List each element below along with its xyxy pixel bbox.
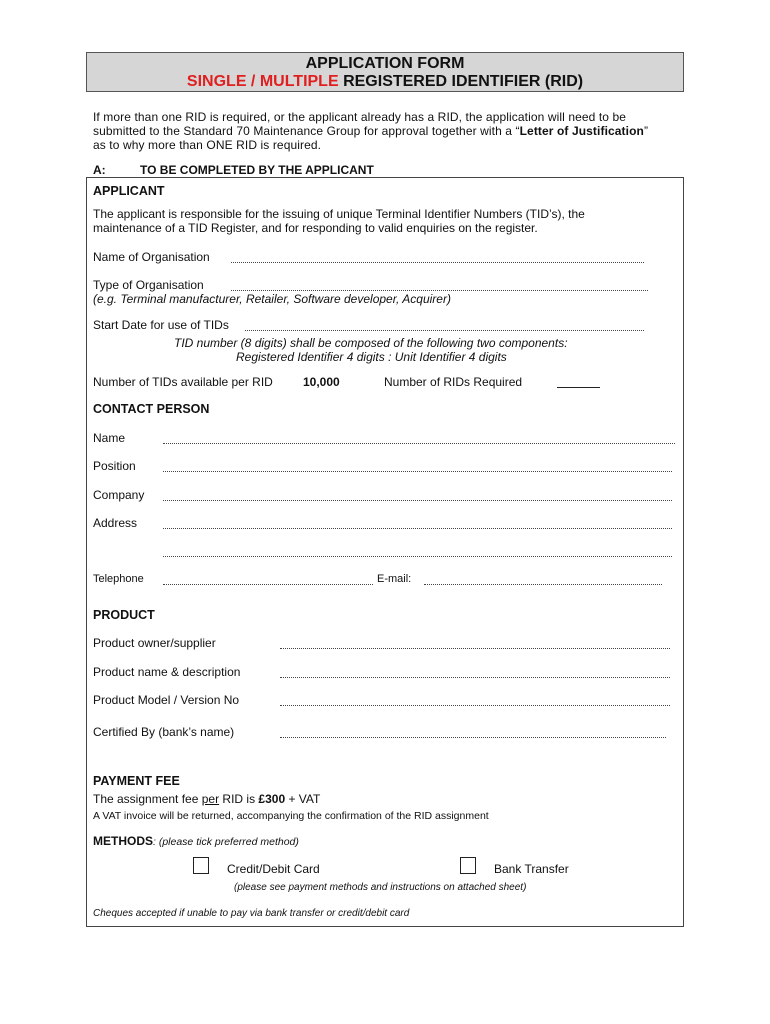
- contact-address-label: Address: [93, 516, 138, 530]
- product-owner-field[interactable]: [280, 648, 670, 649]
- form-title: APPLICATION FORM: [305, 55, 465, 72]
- methods-note: (please see payment methods and instructions on attached sheet): [234, 882, 527, 893]
- contact-company-field[interactable]: [163, 500, 672, 501]
- contact-email-field[interactable]: [424, 584, 662, 585]
- product-name-field[interactable]: [280, 677, 670, 678]
- applicant-desc-1: The applicant is responsible for the issuing of unique Terminal Identifier Numbers (TID’s), the: [93, 207, 585, 221]
- fee-text-b: RID is: [219, 792, 259, 806]
- product-model-label: Product Model / Version No: [93, 693, 240, 707]
- org-type-field[interactable]: [231, 290, 648, 291]
- contact-address-field-1[interactable]: [163, 528, 672, 529]
- contact-email-label: E-mail:: [377, 573, 412, 585]
- applicant-desc-2: maintenance of a TID Register, and for responding to valid enquiries on the register.: [93, 221, 538, 235]
- start-date-label: Start Date for use of TIDs: [93, 318, 229, 332]
- credit-card-label: Credit/Debit Card: [227, 862, 320, 876]
- fee-text-c: + VAT: [285, 792, 321, 806]
- product-heading: PRODUCT: [93, 608, 155, 622]
- contact-position-field[interactable]: [163, 471, 672, 472]
- methods-hint: : (please tick preferred method): [153, 836, 299, 848]
- contact-company-label: Company: [93, 488, 145, 502]
- bank-transfer-checkbox[interactable]: [460, 857, 476, 874]
- org-type-label: Type of Organisation: [93, 278, 204, 292]
- product-name-label: Product name & description: [93, 665, 241, 679]
- intro-line-2b: ”: [643, 124, 649, 138]
- vat-note: A VAT invoice will be returned, accompanying the confirmation of the RID assignment: [93, 810, 489, 822]
- contact-address-field-2[interactable]: [163, 556, 672, 557]
- contact-name-field[interactable]: [163, 443, 675, 444]
- org-name-label: Name of Organisation: [93, 250, 210, 264]
- contact-name-label: Name: [93, 431, 126, 445]
- product-model-field[interactable]: [280, 705, 670, 706]
- org-type-example: (e.g. Terminal manufacturer, Retailer, Software developer, Acquirer): [93, 292, 451, 306]
- methods-label: METHODS: [93, 834, 153, 848]
- fee-text-a: The assignment fee: [93, 792, 202, 806]
- tid-note-1: TID number (8 digits) shall be composed of the following two components:: [174, 336, 568, 350]
- payment-heading: PAYMENT FEE: [93, 774, 180, 788]
- subtitle-red: SINGLE / MULTIPLE: [186, 73, 339, 90]
- subtitle-rest: REGISTERED IDENTIFIER (RID): [338, 73, 584, 90]
- contact-telephone-field[interactable]: [163, 584, 373, 585]
- intro-line-3: as to why more than ONE RID is required.: [93, 138, 322, 152]
- section-a-letter: A:: [93, 163, 106, 177]
- num-rids-label: Number of RIDs Required: [384, 375, 523, 389]
- tid-note-2: Registered Identifier 4 digits : Unit Identifier 4 digits: [236, 350, 507, 364]
- fee-per: per: [201, 792, 220, 806]
- fee-amount: £300: [258, 792, 286, 806]
- num-tids-value: 10,000: [303, 375, 340, 389]
- applicant-heading: APPLICANT: [93, 184, 165, 198]
- contact-position-label: Position: [93, 459, 136, 473]
- methods-line: [93, 834, 299, 848]
- letter-of-justification: Letter of Justification: [519, 124, 644, 138]
- certified-by-field[interactable]: [280, 737, 666, 738]
- intro-line-2: [93, 124, 648, 138]
- num-tids-label: Number of TIDs available per RID: [93, 375, 273, 389]
- contact-telephone-label: Telephone: [93, 573, 144, 585]
- intro-line-1: If more than one RID is required, or the applicant already has a RID, the application will need to be: [93, 110, 627, 124]
- org-name-field[interactable]: [231, 262, 644, 263]
- form-title-box: [86, 52, 684, 92]
- fee-line: [93, 792, 320, 806]
- form-subtitle: [87, 73, 683, 91]
- num-rids-field[interactable]: [557, 387, 600, 388]
- intro-line-2a: submitted to the Standard 70 Maintenance Group for approval together with a “: [93, 124, 520, 138]
- cheques-note: Cheques accepted if unable to pay via bank transfer or credit/debit card: [93, 908, 410, 919]
- section-a-heading: TO BE COMPLETED BY THE APPLICANT: [140, 163, 374, 177]
- contact-heading: CONTACT PERSON: [93, 402, 210, 416]
- product-owner-label: Product owner/supplier: [93, 636, 216, 650]
- bank-transfer-label: Bank Transfer: [494, 862, 569, 876]
- credit-card-checkbox[interactable]: [193, 857, 209, 874]
- start-date-field[interactable]: [245, 330, 644, 331]
- certified-by-label: Certified By (bank’s name): [93, 725, 235, 739]
